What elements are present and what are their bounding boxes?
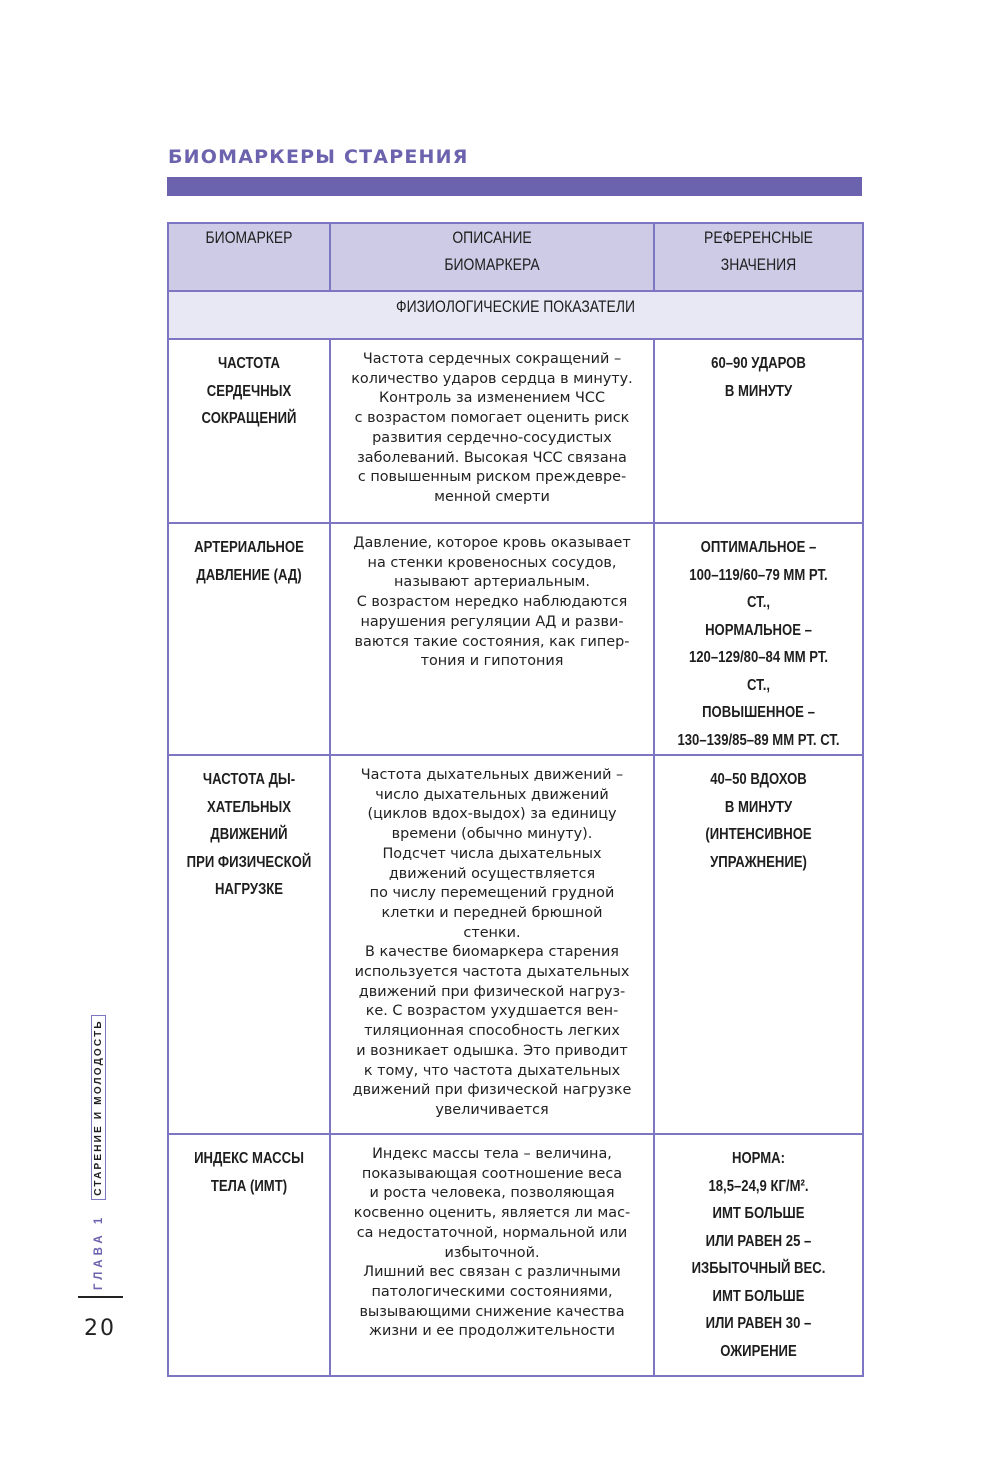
description-line: В качестве биомаркера старения: [365, 944, 619, 961]
text-line: 18,5–24,9 КГ/М².: [708, 1177, 809, 1195]
text-line: ХАТЕЛЬНЫХ: [206, 798, 292, 816]
description-line: Индекс массы тела – величина,: [372, 1146, 612, 1162]
description-line: косвенно оценить, является ли мас-: [353, 1205, 631, 1222]
text-line: БИОМАРКЕРА: [444, 255, 540, 274]
title-accent-bar: [167, 177, 862, 196]
description-line: стенки.: [463, 924, 521, 941]
description-line: Давление, которое кровь оказывает: [353, 535, 631, 551]
description-line: ке. С возрастом ухудшается вен-: [365, 1003, 619, 1020]
description-line: Частота сердечных сокращений –: [362, 351, 622, 367]
text-line: ИМТ БОЛЬШЕ: [712, 1287, 805, 1305]
text-line: УПРАЖНЕНИЕ): [710, 853, 807, 871]
description-line: нарушения регуляции АД и разви-: [360, 613, 624, 630]
biomarkers-table: [167, 222, 864, 1377]
text-line: ОПТИМАЛЬНОЕ –: [700, 539, 817, 556]
text-line: НАГРУЗКЕ: [214, 881, 284, 898]
description-line: времени (обычно минуту).: [391, 826, 593, 843]
description-line: менной смерти: [434, 488, 550, 505]
description-line: движений при физической нагруз-: [358, 983, 626, 1000]
description-line: развития сердечно-сосудистых: [372, 429, 612, 446]
description-line: жизни и ее продолжительности: [369, 1323, 615, 1340]
description-line: вызывающими снижение качества: [359, 1303, 625, 1320]
footer-rule: [78, 1296, 123, 1298]
table-header-row: [168, 223, 863, 291]
page-number: 20: [84, 1316, 116, 1341]
description-line: и возникает одышка. Это приводит: [356, 1042, 628, 1059]
page-title: БИОМАРКЕРЫ СТАРЕНИЯ: [168, 146, 469, 168]
running-header: [91, 1015, 106, 1290]
section-row: [168, 291, 863, 339]
description-line: на стенки кровеносных сосудов,: [367, 554, 617, 571]
text-line: ДАВЛЕНИЕ (АД): [196, 566, 302, 584]
section-heading-text: ФИЗИОЛОГИЧЕСКИЕ ПОКАЗАТЕЛИ: [395, 297, 636, 316]
description-line: число дыхательных движений: [375, 786, 609, 803]
column-header-description: [330, 223, 654, 291]
biomarker-description: [330, 755, 654, 1134]
description-line: используется частота дыхательных: [354, 964, 630, 981]
description-line: с возрастом помогает оценить риск: [354, 410, 630, 427]
description-line: избыточной.: [444, 1244, 540, 1261]
table-row: [168, 1134, 863, 1376]
text-line: ЧАСТОТА ДЫ-: [202, 771, 296, 788]
text-line: ЗНАЧЕНИЯ: [720, 255, 797, 274]
biomarker-description: [330, 1134, 654, 1376]
section-heading: [168, 291, 863, 339]
description-line: увеличивается: [435, 1101, 549, 1118]
description-line: по числу перемещений грудной: [369, 885, 615, 902]
biomarker-name: [168, 1134, 330, 1376]
reference-values: [654, 755, 863, 1134]
text-line: ИНДЕКС МАССЫ: [194, 1150, 304, 1167]
reference-values: [654, 339, 863, 523]
description-line: са недостаточной, нормальной или: [356, 1224, 628, 1241]
text-line: ПОВЫШЕННОЕ –: [702, 704, 815, 721]
biomarker-name: [168, 755, 330, 1134]
text-line: В МИНУТУ: [724, 798, 793, 816]
description-line: с повышенным риском преждевре-: [357, 469, 627, 486]
book-title-label: СТАРЕНИЕ И МОЛОДОСТЬ: [91, 1015, 106, 1200]
description-line: клетки и передней брюшной: [381, 904, 603, 921]
text-line: АРТЕРИАЛЬНОЕ: [194, 539, 304, 556]
table-row: [168, 755, 863, 1134]
biomarker-name: [168, 339, 330, 523]
description-line: С возрастом нередко наблюдаются: [356, 594, 628, 611]
text-line: РЕФЕРЕНСНЫЕ: [704, 228, 813, 247]
text-line: 40–50 ВДОХОВ: [710, 771, 807, 788]
text-line: 60–90 УДАРОВ: [711, 355, 806, 372]
text-line: ЧАСТОТА: [217, 355, 281, 372]
reference-values: [654, 1134, 863, 1376]
text-line: ИЗБЫТОЧНЫЙ ВЕС.: [691, 1260, 826, 1277]
biomarker-description: [330, 523, 654, 755]
biomarker-name: [168, 523, 330, 755]
description-line: количество ударов сердца в минуту.: [351, 370, 633, 387]
description-line: движений осуществляется: [388, 865, 596, 882]
text-line: 130–139/85–89 ММ РТ. СТ.: [677, 731, 840, 749]
text-line: ОЖИРЕНИЕ: [720, 1342, 797, 1360]
text-line: ПРИ ФИЗИЧЕСКОЙ: [186, 853, 312, 871]
text-line: ИЛИ РАВЕН 30 –: [705, 1315, 812, 1332]
description-line: Лишний вес связан с различными: [363, 1264, 621, 1281]
text-line: ИМТ БОЛЬШЕ: [712, 1205, 805, 1222]
text-line: СОКРАЩЕНИЙ: [201, 410, 297, 427]
column-header-reference: [654, 223, 863, 291]
text-line: 100–119/60–79 ММ РТ. СТ.,: [689, 566, 828, 611]
description-line: Подсчет числа дыхательных: [382, 845, 602, 862]
text-line: ИЛИ РАВЕН 25 –: [705, 1232, 812, 1250]
description-line: движений при физической нагрузке: [352, 1082, 632, 1099]
text-line: ТЕЛА (ИМТ): [210, 1177, 288, 1195]
description-line: ваются такие состояния, как гипер-: [354, 633, 630, 650]
description-line: Контроль за изменением ЧСС: [378, 390, 606, 407]
chapter-label: ГЛАВА 1: [92, 1213, 105, 1290]
description-line: Частота дыхательных движений –: [360, 767, 624, 783]
text-line: 120–129/80–84 ММ РТ. СТ.,: [688, 649, 829, 694]
description-line: тиляционная способность легких: [364, 1023, 620, 1040]
description-line: к тому, что частота дыхательных: [363, 1062, 621, 1079]
text-line: СЕРДЕЧНЫХ: [206, 382, 292, 400]
column-header-biomarker: [168, 223, 330, 291]
description-line: патологическими состояниями,: [371, 1283, 613, 1300]
description-line: (циклов вдох-выдох) за единицу: [367, 806, 617, 823]
text-line: (ИНТЕНСИВНОЕ: [705, 826, 812, 843]
text-line: НОРМАЛЬНОЕ –: [705, 621, 812, 639]
text-line: ОПИСАНИЕ: [452, 228, 532, 247]
text-line: НОРМА:: [731, 1150, 786, 1167]
description-line: и роста человека, позволяющая: [369, 1185, 615, 1202]
reference-values: [654, 523, 863, 755]
text-line: В МИНУТУ: [724, 382, 793, 400]
table-row: [168, 523, 863, 755]
text-line: БИОМАРКЕР: [205, 228, 293, 247]
description-line: заболеваний. Высокая ЧСС связана: [357, 449, 627, 466]
table-row: [168, 339, 863, 523]
biomarker-description: [330, 339, 654, 523]
description-line: тония и гипотония: [420, 653, 564, 670]
description-line: показывающая соотношение веса: [361, 1165, 623, 1182]
description-line: называют артериальным.: [394, 574, 590, 591]
text-line: ДВИЖЕНИЙ: [210, 826, 288, 843]
